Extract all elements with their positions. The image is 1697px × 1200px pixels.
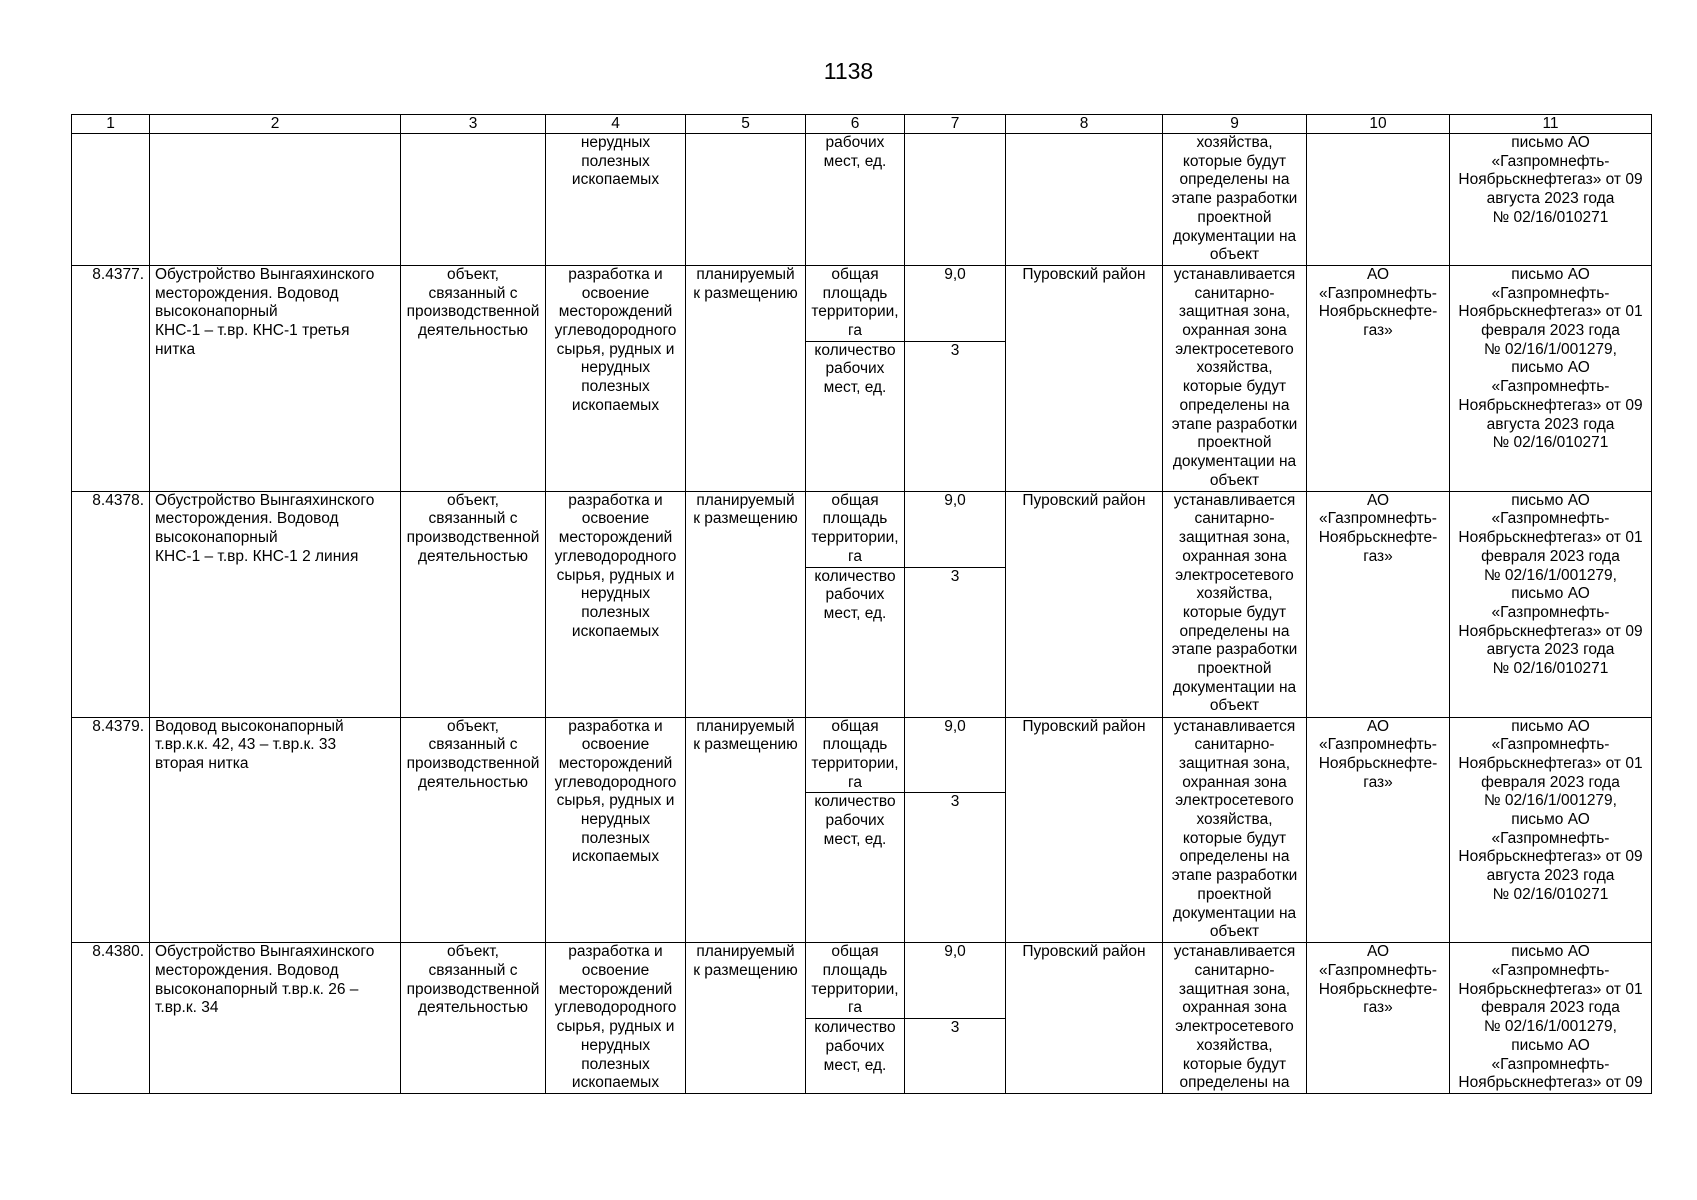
cell-value: 9,0	[905, 491, 1006, 567]
cell-param: количество рабочих мест, ед.	[806, 341, 905, 491]
cell-basis: письмо АО «Газпромнефть- Ноябрьскнефтегаз» от 01 февраля 2023 года № 02/16/1/001279, письмо АО «Газпромнефть- Ноябрьскнефтегаз» от 09 августа 2023 года № 02/16/010271	[1450, 717, 1652, 943]
cell-number: 8.4379.	[72, 717, 150, 943]
cell-param: количество рабочих мест, ед.	[806, 1019, 905, 1094]
cell	[1006, 134, 1163, 266]
objects-table	[71, 114, 1652, 1094]
cell-basis: письмо АО «Газпромнефть- Ноябрьскнефтегаз» от 01 февраля 2023 года № 02/16/1/001279, письмо АО «Газпромнефть- Ноябрьскнефтегаз» от 09 августа 2023 года № 02/16/010271	[1450, 491, 1652, 717]
cell-param: общая площадь территории, га	[806, 943, 905, 1019]
cell-purpose: нерудных полезных ископаемых	[546, 134, 686, 266]
cell-location: Пуровский район	[1006, 943, 1163, 1094]
cell-param: общая площадь территории, га	[806, 717, 905, 793]
cell-name: Обустройство Вынгаяхинского месторождения. Водовод высоконапорный т.вр.к. 26 – т.вр.к. 34	[150, 943, 401, 1094]
cell-status: планируемый к размещению	[686, 943, 806, 1094]
cell-value: 9,0	[905, 717, 1006, 793]
cell-zones: устанавливается санитарно- защитная зона, охранная зона электросетевого хозяйства, которые будут определены на этапе разработки проектной документации на объект	[1163, 717, 1307, 943]
column-header: 9	[1163, 115, 1307, 134]
header-row	[72, 115, 1652, 134]
cell-number: 8.4380.	[72, 943, 150, 1094]
column-header: 3	[401, 115, 546, 134]
cell-type: объект, связанный с производственной деятельностью	[401, 717, 546, 943]
page-number: 1138	[823, 58, 874, 84]
cell-owner: АО «Газпромнефть- Ноябрьскнефте- газ»	[1307, 943, 1450, 1094]
column-header: 7	[905, 115, 1006, 134]
cell	[905, 134, 1006, 266]
table-row	[72, 717, 1652, 793]
cell-owner: АО «Газпромнефть- Ноябрьскнефте- газ»	[1307, 265, 1450, 491]
cell	[1307, 134, 1450, 266]
cell-basis: письмо АО «Газпромнефть- Ноябрьскнефтегаз» от 01 февраля 2023 года № 02/16/1/001279, письмо АО «Газпромнефть- Ноябрьскнефтегаз» от 09 августа 2023 года № 02/16/010271	[1450, 265, 1652, 491]
cell-zones: хозяйства, которые будут определены на этапе разработки проектной документации на объект	[1163, 134, 1307, 266]
column-header: 11	[1450, 115, 1652, 134]
cell	[401, 134, 546, 266]
table-row	[72, 491, 1652, 567]
cell-location: Пуровский район	[1006, 265, 1163, 491]
cell-status: планируемый к размещению	[686, 717, 806, 943]
cell-param: рабочих мест, ед.	[806, 134, 905, 266]
cell	[72, 134, 150, 266]
cell-zones: устанавливается санитарно- защитная зона, охранная зона электросетевого хозяйства, которые будут определены на этапе разработки проектной документации на объект	[1163, 491, 1307, 717]
cell-value: 3	[905, 567, 1006, 717]
table-row	[72, 943, 1652, 1019]
cell-number: 8.4377.	[72, 265, 150, 491]
cell-type: объект, связанный с производственной деятельностью	[401, 943, 546, 1094]
column-header: 8	[1006, 115, 1163, 134]
cell-location: Пуровский район	[1006, 717, 1163, 943]
column-header: 2	[150, 115, 401, 134]
cell-status: планируемый к размещению	[686, 491, 806, 717]
column-header: 10	[1307, 115, 1450, 134]
cell-purpose: разработка и освоение месторождений углеводородного сырья, рудных и нерудных полезных ископаемых	[546, 265, 686, 491]
cell-name: Водовод высоконапорный т.вр.к.к. 42, 43 – т.вр.к. 33 вторая нитка	[150, 717, 401, 943]
cell-value: 3	[905, 793, 1006, 943]
cell-value: 3	[905, 1019, 1006, 1094]
cell-value: 9,0	[905, 265, 1006, 341]
continuation-row	[72, 134, 1652, 266]
cell-basis: письмо АО «Газпромнефть- Ноябрьскнефтегаз» от 09 августа 2023 года № 02/16/010271	[1450, 134, 1652, 266]
column-header: 1	[72, 115, 150, 134]
cell-zones: устанавливается санитарно- защитная зона, охранная зона электросетевого хозяйства, которые будут определены на	[1163, 943, 1307, 1094]
cell-name: Обустройство Вынгаяхинского месторождения. Водовод высоконапорный КНС-1 – т.вр. КНС-1 третья нитка	[150, 265, 401, 491]
cell	[686, 134, 806, 266]
column-header: 6	[806, 115, 905, 134]
cell-value: 9,0	[905, 943, 1006, 1019]
cell-name: Обустройство Вынгаяхинского месторождения. Водовод высоконапорный КНС-1 – т.вр. КНС-1 2 линия	[150, 491, 401, 717]
table-row	[72, 265, 1652, 341]
cell-type: объект, связанный с производственной деятельностью	[401, 491, 546, 717]
cell-status: планируемый к размещению	[686, 265, 806, 491]
cell-param: количество рабочих мест, ед.	[806, 793, 905, 943]
cell-param: общая площадь территории, га	[806, 491, 905, 567]
cell	[150, 134, 401, 266]
cell-basis: письмо АО «Газпромнефть- Ноябрьскнефтегаз» от 01 февраля 2023 года № 02/16/1/001279, письмо АО «Газпромнефть- Ноябрьскнефтегаз» от 09	[1450, 943, 1652, 1094]
cell-type: объект, связанный с производственной деятельностью	[401, 265, 546, 491]
cell-value: 3	[905, 341, 1006, 491]
cell-purpose: разработка и освоение месторождений углеводородного сырья, рудных и нерудных полезных ископаемых	[546, 717, 686, 943]
cell-owner: АО «Газпромнефть- Ноябрьскнефте- газ»	[1307, 717, 1450, 943]
cell-zones: устанавливается санитарно- защитная зона, охранная зона электросетевого хозяйства, которые будут определены на этапе разработки проектной документации на объект	[1163, 265, 1307, 491]
cell-location: Пуровский район	[1006, 491, 1163, 717]
cell-param: количество рабочих мест, ед.	[806, 567, 905, 717]
cell-purpose: разработка и освоение месторождений углеводородного сырья, рудных и нерудных полезных ископаемых	[546, 491, 686, 717]
column-header: 5	[686, 115, 806, 134]
cell-param: общая площадь территории, га	[806, 265, 905, 341]
column-header: 4	[546, 115, 686, 134]
cell-purpose: разработка и освоение месторождений углеводородного сырья, рудных и нерудных полезных ископаемых	[546, 943, 686, 1094]
cell-owner: АО «Газпромнефть- Ноябрьскнефте- газ»	[1307, 491, 1450, 717]
cell-number: 8.4378.	[72, 491, 150, 717]
